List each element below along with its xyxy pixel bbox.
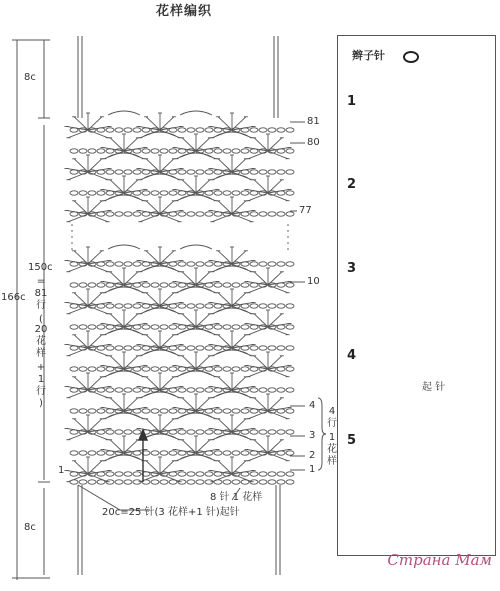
chain-symbol-icon [403,51,419,63]
start-row-label: 1 [58,465,65,476]
row-80-label: 80 [307,137,320,148]
middle-detail-9: 行 [36,386,46,397]
bottom-margin-label: 8c [24,522,36,533]
page-title: 花样编织 [156,4,213,19]
stitch-pattern [64,111,294,484]
step-2-number: 2 [347,177,357,192]
middle-detail-1: 81 [34,288,48,299]
middle-detail-6: 样 [36,348,46,359]
pattern-repeat-note: 8 针 1 花样 [210,492,263,503]
middle-detail-0: = [36,276,46,287]
repeat-label-2: 1 [328,432,336,443]
repeat-label-4: 样 [327,456,337,467]
middle-length-label: 150c [28,262,53,273]
middle-detail-5: 花 [36,336,46,347]
total-length-label: 166c [1,292,26,303]
row-1-label: 1 [309,464,316,475]
step-4-label: 起 针 [422,382,446,393]
row-10-label: 10 [307,276,320,287]
middle-detail-7: + [36,362,46,373]
step-1-number: 1 [347,94,357,109]
top-margin-label: 8c [24,72,36,83]
row-2-label: 2 [309,450,316,461]
repeat-label-1: 行 [327,418,337,429]
step-4-number: 4 [347,348,357,363]
middle-detail-3: ( [39,314,43,325]
row-77-label: 77 [299,205,312,216]
row-3-label: 3 [309,430,316,441]
middle-detail-4: 20 [34,324,48,335]
direction-arrow [139,430,147,482]
middle-detail-2: 行 [36,300,46,311]
repeat-label-0: 4 [328,406,336,417]
watermark: Страна Мам [387,551,492,569]
step-5-number: 5 [347,433,357,448]
row-markers [290,122,326,470]
chain-count-note: 20c=25 针(3 花样+1 针)起针 [102,507,240,518]
chain-panel-heading: 辫子针 [352,49,385,62]
repeat-label-3: 花 [327,444,337,455]
chain-stitch-panel [337,35,496,556]
row-81-label: 81 [307,116,320,127]
row-4-label: 4 [309,400,316,411]
step-3-number: 3 [347,261,357,276]
middle-detail-8: 1 [37,374,45,385]
middle-detail-10: ) [39,398,43,409]
